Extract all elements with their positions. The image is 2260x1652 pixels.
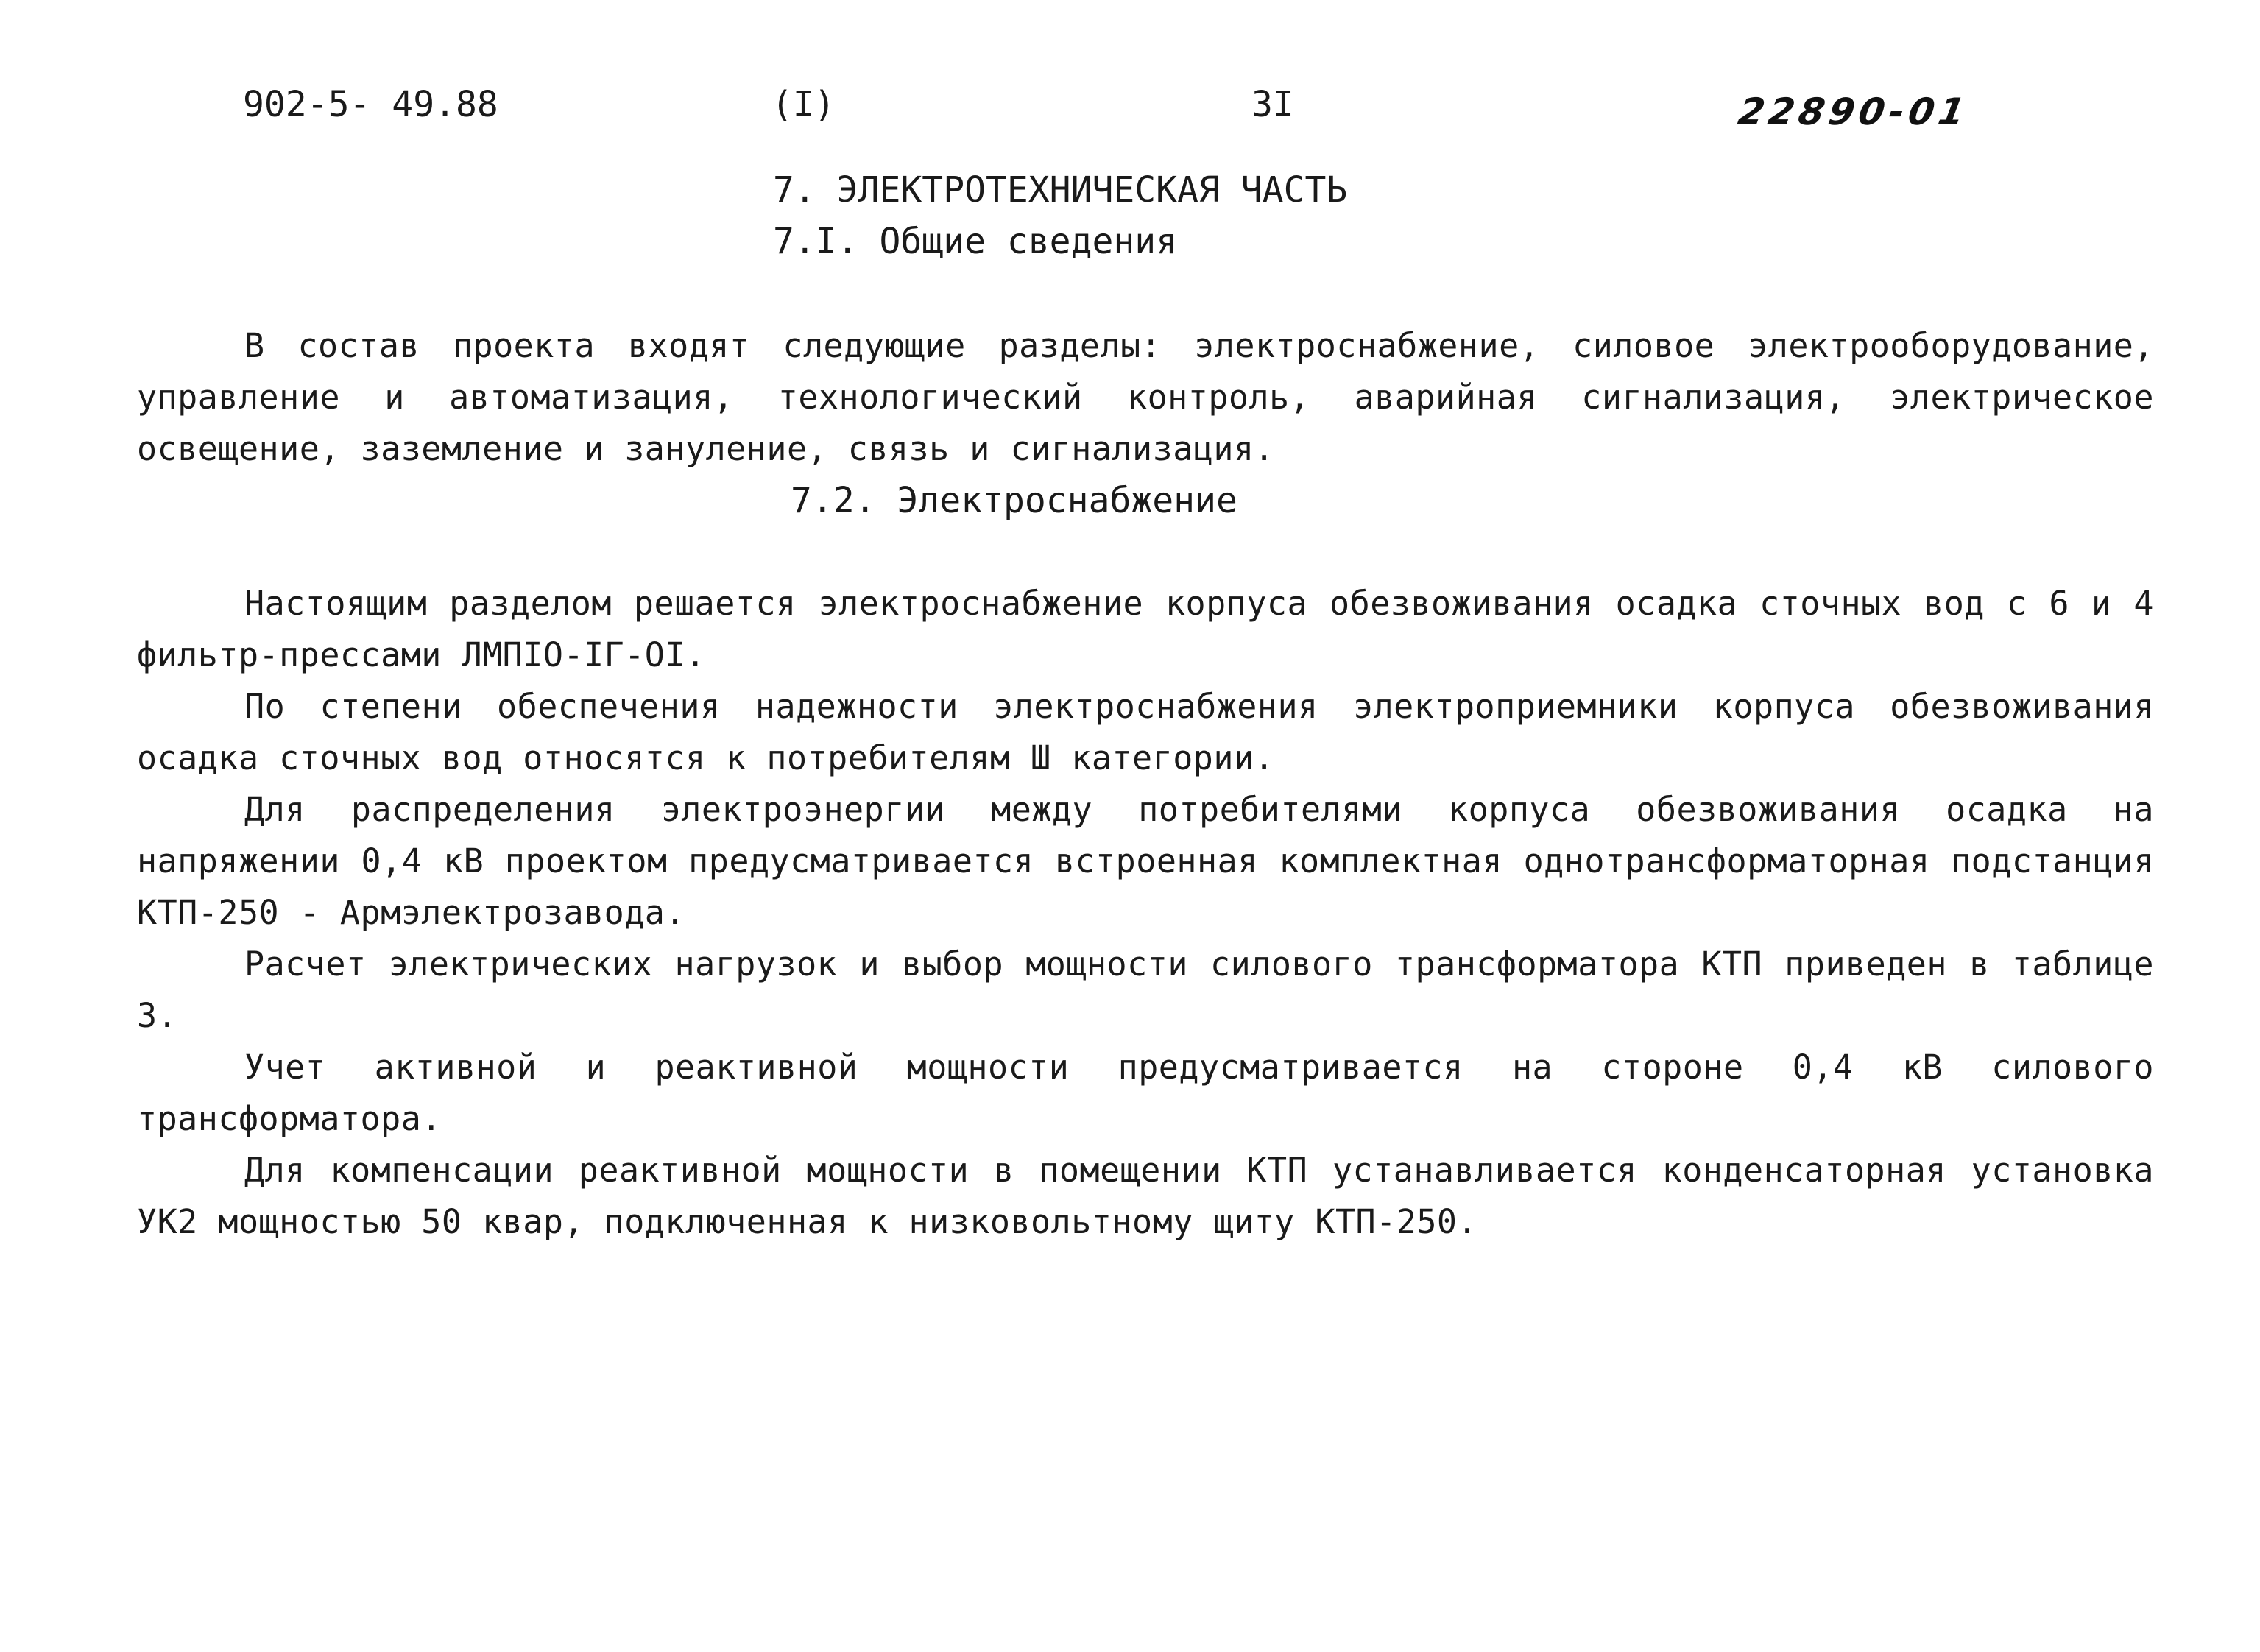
- paragraph-reliability-category: По степени обеспечения надежности электроснабжения электроприемники корпуса обезвоживания осадка сточных вод относятся к потребителям Ш категории.: [137, 687, 2154, 777]
- part-number: (I): [771, 84, 836, 125]
- paragraph-load-calculation: Расчет электрических нагрузок и выбор мощности силового трансформатора КТП приведен в таблице 3.: [137, 945, 2154, 1035]
- paragraph-project-sections: В состав проекта входят следующие разделы: электроснабжение, силовое электрооборудование, управление и автоматизация, технологический контроль, аварийная сигнализация, электрическое освещение, заземление и зануление, связь и сигнализация.: [137, 326, 2154, 468]
- subsection-title-power-supply: 7.2. Электроснабжение: [791, 480, 1237, 521]
- paragraph-substation: Для распределения электроэнергии между потребителями корпуса обезвоживания осадка на напряжении 0,4 кВ проектом предусматривается встроенная комплектная однотрансформаторная подстанция КТП-250 - Армэлектрозавода.: [137, 790, 2154, 932]
- paragraph-power-supply-scope: Настоящим разделом решается электроснабжение корпуса обезвоживания осадка сточных вод с 6 и 4 фильтр-прессами ЛМПIO-IГ-OI.: [137, 584, 2154, 674]
- paragraph-power-metering: Учет активной и реактивной мощности предусматривается на стороне 0,4 кВ силового трансформатора.: [137, 1048, 2154, 1138]
- paragraph-reactive-compensation: Для компенсации реактивной мощности в помещении КТП устанавливается конденсаторная установка УК2 мощностью 50 квар, подключенная к низковольтному щиту КТП-250.: [137, 1151, 2154, 1241]
- subsection-title-general: 7.I. Общие сведения: [773, 221, 1178, 262]
- document-code: 902-5- 49.88: [243, 84, 498, 125]
- handwritten-stamp-number: 22890-01: [1734, 91, 1973, 133]
- section-title: 7. ЭЛЕКТРОТЕХНИЧЕСКАЯ ЧАСТЬ: [773, 169, 1348, 211]
- page-number: 3I: [1251, 84, 1294, 125]
